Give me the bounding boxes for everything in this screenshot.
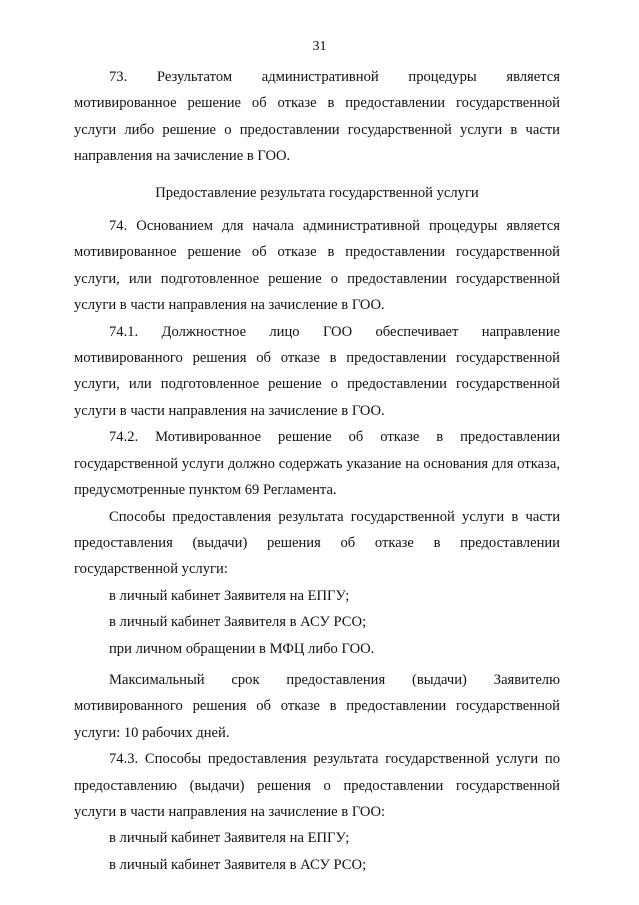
list-item-epgu: в личный кабинет Заявителя на ЕПГУ; (109, 587, 350, 604)
list-item-asu-rso: в личный кабинет Заявителя в АСУ РСО; (109, 614, 367, 631)
list-item-epgu-2: в личный кабинет Заявителя на ЕПГУ; (109, 830, 350, 847)
paragraph-74-3: 74.3. Способы предоставления результата государственной услуги по предоставлению (выдачи) решения о предоставлении государственной услуги в части направления на зачисление в ГОО: (74, 751, 560, 820)
list-item-asu-rso-2: в личный кабинет Заявителя в АСУ РСО; (109, 856, 367, 873)
section-heading: Предоставление результата государственной услуги (155, 184, 479, 201)
list-item-mfc: при личном обращении в МФЦ либо ГОО. (109, 640, 375, 657)
paragraph-73: 73. Результатом административной процедуры является мотивированное решение об отказе в предоставлении государственной услуги либо решение о предоставлении государственной услуги в части направления на зачисление в ГОО. (74, 69, 560, 165)
paragraph-max-term: Максимальный срок предоставления (выдачи) Заявителю мотивированного решения об отказе в предоставлении государственной услуги: 10 рабочих дней. (74, 671, 560, 741)
page-number: 31 (312, 39, 327, 54)
paragraph-74-2: 74.2. Мотивированное решение об отказе в предоставлении государственной услуги должно содержать указание на основания для отказа, предусмотренные пунктом 69 Регламента. (74, 429, 560, 499)
paragraph-74-1: 74.1. Должностное лицо ГОО обеспечивает направление мотивированного решения об отказе в предоставлении государственной услуги, или подготовленное решение о предоставлении государственной услуги в части направления на зачисление в ГОО. (74, 323, 560, 419)
document-body (74, 64, 560, 878)
paragraph-methods-refusal: Способы предоставления результата государственной услуги в части предоставления (выдачи) решения об отказе в предоставлении государственной услуги: (74, 508, 560, 578)
paragraph-74: 74. Основанием для начала административной процедуры является мотивированное решение об отказе в предоставлении государственной услуги, или подготовленное решение о предоставлении государственной услуги в части направления на зачисление в ГОО. (74, 218, 560, 314)
